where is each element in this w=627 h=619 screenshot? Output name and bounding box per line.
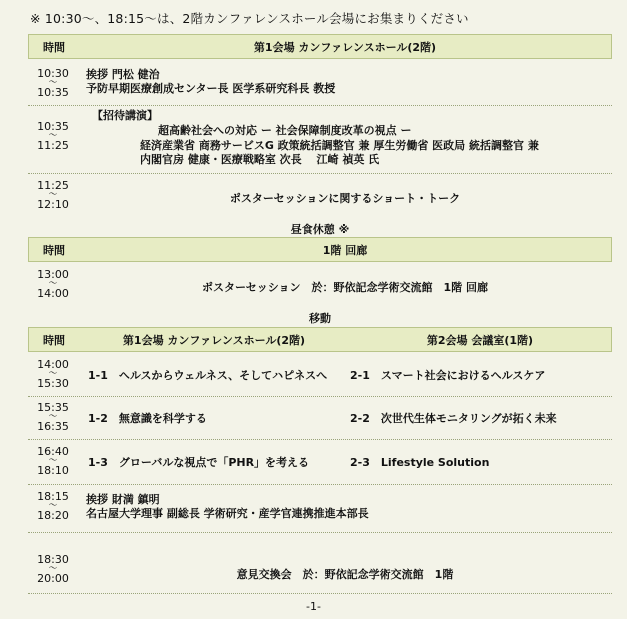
session-right: 2-3 Lifestyle Solution (350, 456, 490, 469)
move-break: 移動 (309, 312, 331, 325)
session-row (28, 356, 612, 396)
session-row (28, 443, 612, 483)
schedule-row-1815 (28, 488, 612, 530)
short-talk: ポスターセッションに関するショート・トーク (229, 192, 461, 205)
divider (28, 532, 612, 533)
time-range: 10:30 〜 10:35 (37, 67, 69, 99)
divider (28, 484, 612, 485)
header-parallel (28, 327, 612, 352)
header-time: 時間 (43, 333, 65, 347)
time-range: 16:40 〜 18:10 (37, 445, 69, 477)
header-corridor (28, 237, 612, 262)
closing-greeting-name: 挨拶 財満 鎮明 (86, 493, 160, 506)
session-left: 1-2 無意識を科学する (88, 412, 207, 425)
time-range: 13:00 〜 14:00 (37, 268, 69, 300)
time-range: 10:35 〜 11:25 (37, 120, 69, 152)
notice: ※ 10:30〜、18:15〜は、2階カンファレンスホール会場にお集まりください (30, 11, 469, 26)
divider (28, 439, 612, 440)
session-right: 2-2 次世代生体モニタリングが拓く未来 (350, 412, 557, 425)
time-range: 18:15 〜 18:20 (37, 490, 69, 522)
page-number: -1- (306, 600, 321, 613)
header-venue: 1階 回廊 (322, 243, 368, 257)
time-range: 11:25 〜 12:10 (37, 179, 69, 211)
greeting-name: 挨拶 門松 健治 (86, 68, 160, 81)
header-venue-2: 第2会場 会議室(1階) (426, 333, 534, 347)
divider (28, 105, 612, 106)
header-main-hall (28, 34, 612, 59)
schedule-row-1035 (28, 107, 612, 172)
schedule-row-1125 (28, 176, 612, 216)
divider (28, 173, 612, 174)
session-row (28, 399, 612, 439)
header-venue: 第1会場 カンファレンスホール(2階) (253, 40, 437, 54)
session-left: 1-3 グローバルな視点で「PHR」を考える (88, 456, 310, 469)
session-left: 1-1 ヘルスからウェルネス、そしてハピネスへ (88, 369, 328, 382)
lecture-title: 超高齢社会への対応 ー 社会保障制度改革の視点 ー (158, 124, 412, 137)
session-right: 2-1 スマート社会におけるヘルスケア (350, 369, 546, 382)
invited-lecture-tag: 【招待講演】 (92, 109, 158, 122)
speaker-name: 内閣官房 健康・医療戦略室 次長 江崎 禎英 氏 (140, 153, 380, 166)
reception: 意見交換会 於：野依記念学術交流館 1階 (236, 568, 454, 581)
header-time: 時間 (43, 40, 65, 54)
divider (28, 396, 612, 397)
header-time: 時間 (43, 243, 65, 257)
closing-greeting-title: 名古屋大学理事 副総長 学術研究・産学官連携推進本部長 (86, 507, 369, 520)
time-range: 18:30 〜 20:00 (37, 553, 69, 585)
schedule-row-1030 (28, 64, 612, 104)
time-range: 14:00 〜 15:30 (37, 358, 69, 390)
speaker-affiliation: 経済産業省 商務サービスG 政策統括調整官 兼 厚生労働省 医政局 統括調整官 兼 (140, 139, 539, 152)
lunch-break: 昼食休憩 ※ (290, 223, 350, 236)
divider (28, 593, 612, 594)
poster-session: ポスターセッション 於：野依記念学術交流館 1階 回廊 (201, 281, 489, 294)
time-range: 15:35 〜 16:35 (37, 401, 69, 433)
schedule-row-1300 (28, 266, 612, 306)
schedule-row-1830 (28, 551, 612, 591)
header-venue-1: 第1会場 カンファレンスホール(2階) (122, 333, 306, 347)
greeting-title: 予防早期医療創成センター長 医学系研究科長 教授 (86, 82, 336, 95)
